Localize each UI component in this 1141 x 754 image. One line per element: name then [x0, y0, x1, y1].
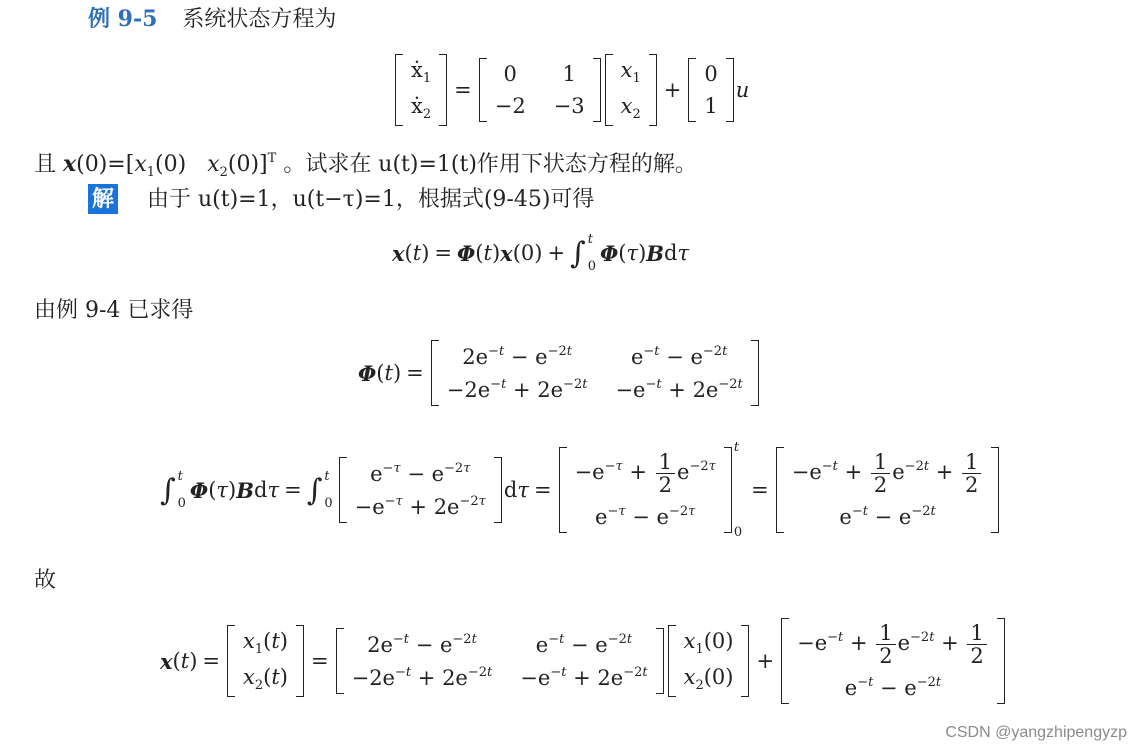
condition-line: [34, 144, 697, 188]
matrix-forced-response: $-e^{-t}$ + $\frac{1}{2}$ $e^{-2t}$ + $\frac{1}{2}$ $e^{-t} - e^{-2t}$: [781, 618, 1005, 704]
matrix-phi-final: $2e^{-t} - e^{-2t}$ $e^{-t} - e^{-2t}$ $-2e^{-t} + 2e^{-2t}$ $-e^{-t} + 2e^{-2t}$: [336, 628, 664, 694]
matrix-xdot: ẋ$_1$ ẋ$_2$: [395, 54, 447, 126]
example-heading: [88, 4, 336, 35]
therefore-text: 故: [34, 568, 57, 593]
matrix-a: 0 1 −2 −3: [479, 58, 601, 122]
condition-text: 。试求在 u(t)=1(t)作用下状态方程的解。: [283, 152, 697, 177]
previous-result-text: 由例 9-4 已求得: [34, 298, 194, 323]
example-title: 系统状态方程为: [182, 7, 337, 32]
matrix-phi: $2e^{-t} - e^{-2t}$ $e^{-t} - e^{-2t}$ $-2e^{-t} + 2e^{-2t}$ $-e^{-t} + 2e^{-2t}$: [431, 340, 759, 406]
watermark: CSDN @yangzhipengyzp: [945, 724, 1127, 741]
matrix-x0: $x_1(0)$ $x_2(0)$: [668, 625, 750, 697]
matrix-b: 0 1: [688, 58, 733, 122]
integral-equation: ∫ t 0 Φ ( τ ) B d τ = ∫ t 0 $e^{-\tau} - e^{-2\tau}$ $-e^{-\tau} + 2e^{-2\tau}$ d τ = $-e^{-\tau}$ + $\frac{1}{2}$ $e^{-2\tau}$ $e^{-\tau} - e^{-2\tau}$ t 0 = $-e^{-t}$ + $\frac{1}{2}$ $e^{-2t}$ + $\frac{1}{2}$ $e^{-t} - e^{-2t}$: [160, 440, 1001, 540]
solution-label: 解: [88, 184, 118, 214]
solution-line: [88, 184, 594, 215]
solution-formula: x ( t ) = Φ ( t ) x (0) + ∫ t 0 Φ ( τ ) B d τ: [392, 232, 690, 274]
state-equation: ẋ$_1$ ẋ$_2$ = 0 1 −2 −3 $x_1$ $x_2$ + 0 1 u: [393, 54, 749, 126]
matrix-antiderivative: $-e^{-\tau}$ + $\frac{1}{2}$ $e^{-2\tau}$ $e^{-\tau} - e^{-2\tau}$: [559, 447, 732, 533]
condition-prefix: 且: [34, 152, 57, 177]
example-label: 例 9-5: [88, 6, 158, 32]
phi-equation: Φ ( t ) = $2e^{-t} - e^{-2t}$ $e^{-t} - e^{-2t}$ $-2e^{-t} + 2e^{-2t}$ $-e^{-t} + 2e^{-2t}$: [358, 340, 761, 406]
matrix-xt: $x_1(t)$ $x_2(t)$: [227, 625, 304, 697]
matrix-integral-result: $-e^{-t}$ + $\frac{1}{2}$ $e^{-2t}$ + $\frac{1}{2}$ $e^{-t} - e^{-2t}$: [776, 447, 1000, 533]
matrix-x: $x_1$ $x_2$: [605, 54, 657, 126]
initial-condition: $x(0)=[x_1(0)$ $x_2(0)]^T$: [63, 151, 277, 180]
solution-text: 由于 u(t)=1，u(t−τ)=1，根据式(9-45)可得: [147, 187, 595, 212]
final-solution-equation: x ( t ) = $x_1(t)$ $x_2(t)$ = $2e^{-t} - e^{-2t}$ $e^{-t} - e^{-2t}$ $-2e^{-t} + 2e^{-2t}$ $-e^{-t} + 2e^{-2t}$ $x_1(0)$ $x_2(0)$ + $-e^{-t}$ + $\frac{1}{2}$ $e^{-2t}$ + $\frac{1}{2}$ $e^{-t} - e^{-2t}$: [160, 618, 1007, 704]
matrix-integrand: $e^{-\tau} - e^{-2\tau}$ $-e^{-\tau} + 2e^{-2\tau}$: [339, 457, 502, 523]
